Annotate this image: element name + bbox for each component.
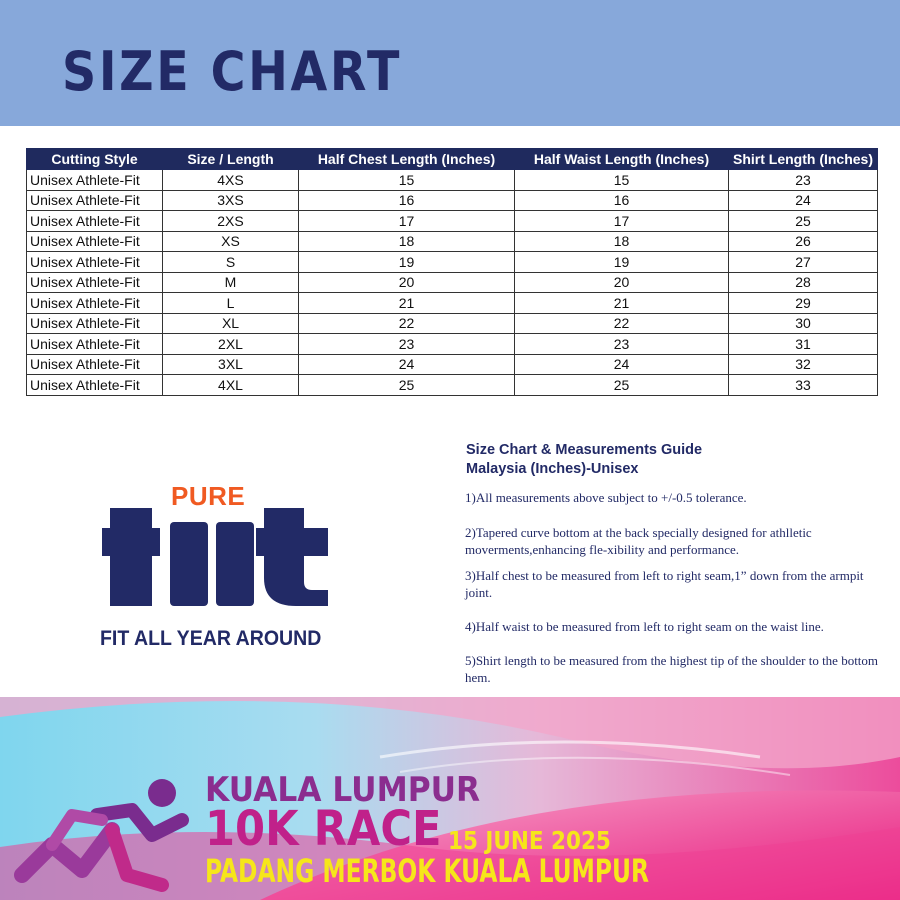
cell-half-waist: 16	[515, 190, 729, 211]
cell-half-chest: 18	[299, 231, 515, 252]
size-chart-table	[26, 148, 878, 396]
brand-tagline: FIT ALL YEAR AROUND	[100, 627, 322, 650]
logo-letter-i-1	[170, 522, 208, 606]
table-row	[27, 313, 878, 334]
cell-size: 2XS	[163, 211, 299, 232]
cell-shirt-length: 23	[729, 170, 878, 191]
cell-half-chest: 16	[299, 190, 515, 211]
cell-cutting-style: Unisex Athlete-Fit	[27, 190, 163, 211]
cell-half-waist: 20	[515, 272, 729, 293]
cell-shirt-length: 28	[729, 272, 878, 293]
cell-shirt-length: 26	[729, 231, 878, 252]
column-header-half-chest: Half Chest Length (Inches)	[299, 149, 515, 170]
cell-cutting-style: Unisex Athlete-Fit	[27, 231, 163, 252]
cell-half-waist: 23	[515, 334, 729, 355]
cell-half-chest: 23	[299, 334, 515, 355]
cell-size: L	[163, 293, 299, 314]
cell-half-chest: 24	[299, 354, 515, 375]
cell-shirt-length: 24	[729, 190, 878, 211]
column-header-half-waist: Half Waist Length (Inches)	[515, 149, 729, 170]
table-row	[27, 293, 878, 314]
cell-half-waist: 25	[515, 375, 729, 396]
running-figure-icon	[12, 775, 192, 895]
column-header-size: Size / Length	[163, 149, 299, 170]
cell-half-waist: 24	[515, 354, 729, 375]
cell-half-chest: 15	[299, 170, 515, 191]
cell-shirt-length: 33	[729, 375, 878, 396]
event-date: 15 JUNE 2025	[448, 826, 611, 855]
logo-letter-f	[102, 508, 160, 606]
cell-half-waist: 21	[515, 293, 729, 314]
cell-half-waist: 19	[515, 252, 729, 273]
event-name: 10K RACE	[205, 801, 442, 857]
logo-letter-i-2	[216, 522, 254, 606]
column-header-cutting-style: Cutting Style	[27, 149, 163, 170]
cell-half-waist: 17	[515, 211, 729, 232]
cell-shirt-length: 30	[729, 313, 878, 334]
guide-heading-line1: Size Chart & Measurements Guide	[466, 442, 703, 458]
cell-shirt-length: 25	[729, 211, 878, 232]
cell-half-chest: 20	[299, 272, 515, 293]
cell-shirt-length: 31	[729, 334, 878, 355]
event-city: KUALA LUMPUR	[205, 770, 481, 810]
cell-half-chest: 19	[299, 252, 515, 273]
cell-cutting-style: Unisex Athlete-Fit	[27, 252, 163, 273]
cell-shirt-length: 29	[729, 293, 878, 314]
cell-half-chest: 25	[299, 375, 515, 396]
guide-note-4: 4)Half waist to be measured from left to right seam on the waist line.	[465, 619, 824, 634]
page-title: SIZE CHART	[62, 40, 403, 103]
column-header-shirt-length: Shirt Length (Inches)	[729, 149, 878, 170]
cell-size: M	[163, 272, 299, 293]
cell-half-waist: 15	[515, 170, 729, 191]
cell-half-waist: 18	[515, 231, 729, 252]
cell-cutting-style: Unisex Athlete-Fit	[27, 334, 163, 355]
cell-size: XL	[163, 313, 299, 334]
cell-size: 3XL	[163, 354, 299, 375]
cell-size: S	[163, 252, 299, 273]
cell-cutting-style: Unisex Athlete-Fit	[27, 272, 163, 293]
cell-size: 3XS	[163, 190, 299, 211]
cell-size: 2XL	[163, 334, 299, 355]
cell-cutting-style: Unisex Athlete-Fit	[27, 211, 163, 232]
guide-heading	[466, 441, 702, 479]
guide-note-2: 2)Tapered curve bottom at the back specially designed for athlletic moverments,enhancing fle-xibility and performance.	[465, 525, 812, 557]
table-row	[27, 354, 878, 375]
cell-cutting-style: Unisex Athlete-Fit	[27, 313, 163, 334]
cell-size: XS	[163, 231, 299, 252]
guide-note-1: 1)All measurements above subject to +/-0.5 tolerance.	[465, 490, 747, 505]
table-row	[27, 252, 878, 273]
table-header-row	[27, 149, 878, 170]
table-row	[27, 334, 878, 355]
logo-letter-t	[256, 508, 328, 606]
table-row	[27, 375, 878, 396]
table-row	[27, 231, 878, 252]
cell-half-chest: 21	[299, 293, 515, 314]
cell-cutting-style: Unisex Athlete-Fit	[27, 170, 163, 191]
table-row	[27, 211, 878, 232]
cell-half-waist: 22	[515, 313, 729, 334]
event-venue: PADANG MERBOK KUALA LUMPUR	[205, 852, 649, 890]
cell-half-chest: 22	[299, 313, 515, 334]
table-row	[27, 190, 878, 211]
guide-note-3: 3)Half chest to be measured from left to right seam,1” down from the armpit joint.	[465, 568, 864, 600]
cell-shirt-length: 32	[729, 354, 878, 375]
cell-size: 4XL	[163, 375, 299, 396]
table-row	[27, 272, 878, 293]
cell-cutting-style: Unisex Athlete-Fit	[27, 293, 163, 314]
guide-heading-line2: Malaysia (Inches)-Unisex	[466, 461, 639, 477]
guide-note-5: 5)Shirt length to be measured from the highest tip of the shoulder to the bottom hem.	[465, 653, 879, 685]
logo-pure-text: PURE	[171, 481, 246, 511]
cell-cutting-style: Unisex Athlete-Fit	[27, 375, 163, 396]
table-row	[27, 170, 878, 191]
cell-shirt-length: 27	[729, 252, 878, 273]
cell-size: 4XS	[163, 170, 299, 191]
cell-cutting-style: Unisex Athlete-Fit	[27, 354, 163, 375]
cell-half-chest: 17	[299, 211, 515, 232]
